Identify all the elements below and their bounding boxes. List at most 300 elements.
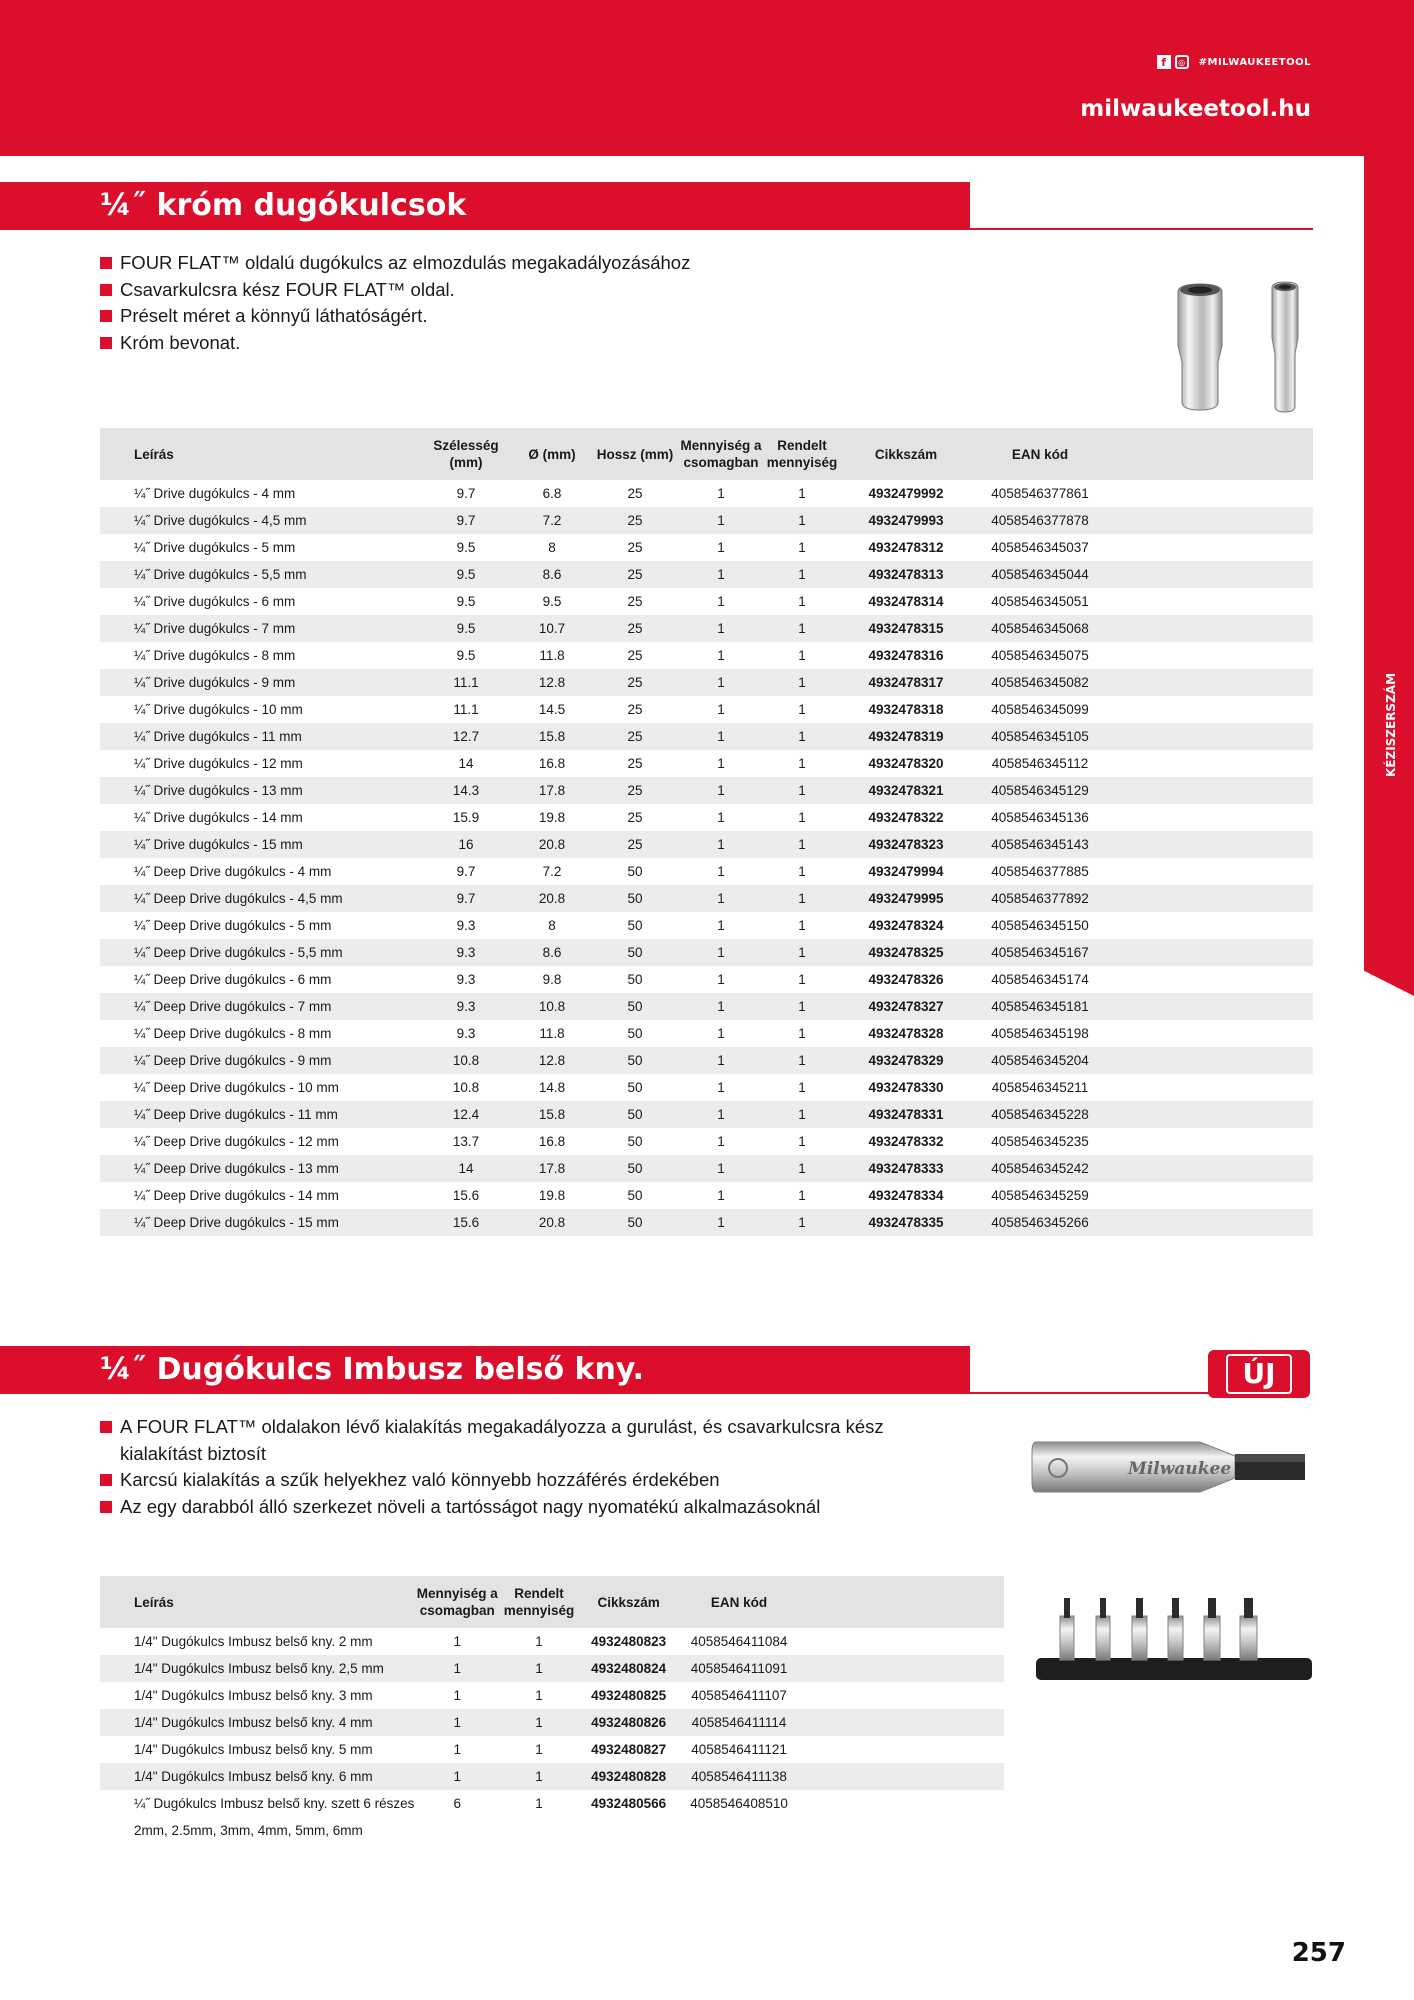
col-header-empty [1110,428,1313,480]
col-header: EAN kód [679,1576,798,1628]
col-header: Mennyiség a csomagban [680,428,762,480]
table-cell: 50 [590,993,680,1020]
table-cell: ¼˝ Deep Drive dugókulcs - 10 mm [134,1080,339,1095]
table-cell: ¼˝ Drive dugókulcs - 4 mm [134,486,296,501]
table-cell: 1 [680,1047,762,1074]
table-cell: 4932478330 [868,1080,944,1095]
table-cell: 25 [590,831,680,858]
table-cell: 1 [680,723,762,750]
table-header-row [100,428,1313,480]
col-header: Rendelt mennyiség [500,1576,578,1628]
table-cell: 4058546411091 [679,1655,798,1682]
instagram-icon[interactable]: ◎ [1175,55,1189,69]
table-cell: ¼˝ Deep Drive dugókulcs - 5 mm [134,918,332,933]
table-cell: 9.5 [456,594,476,609]
table-cell: 1 [680,993,762,1020]
table-cell: 1 [798,594,806,609]
col-header: Cikkszám [842,428,970,480]
table-cell: 25 [627,756,643,771]
table-header-row [100,1576,1004,1628]
table-cell: 25 [590,777,680,804]
table-cell: 25 [627,648,643,663]
table-row [100,1763,1004,1790]
col-header: Rendelt mennyiség [762,428,842,480]
table-cell-empty [1110,912,1313,939]
table-cell: 1 [762,1209,842,1236]
table-cell: ¼˝ Drive dugókulcs - 11 mm [100,723,418,750]
table-cell: 4058546345136 [991,810,1089,825]
table-cell-empty [1110,669,1313,696]
table-cell: 4058546345211 [991,1080,1089,1095]
table-cell: 9.3 [418,993,514,1020]
table-cell: ¼˝ Deep Drive dugókulcs - 5,5 mm [100,939,418,966]
table-row [100,723,1313,750]
table-cell: 1 [717,864,725,879]
col-header: Leírás [100,1576,414,1628]
table-row [100,1790,1004,1817]
table-cell: 20.8 [514,831,590,858]
table-row [100,1020,1313,1047]
table-cell-empty [1110,804,1313,831]
table-cell: 4058546345129 [970,777,1110,804]
table-row [100,993,1313,1020]
table-cell-empty [1110,1155,1313,1182]
table-cell: 1 [798,1188,806,1203]
section2-rule [970,1392,1210,1394]
table-cell: 4932478329 [842,1047,970,1074]
table-row [100,534,1313,561]
table-cell: 1 [717,702,725,717]
table-cell: 4932478325 [842,939,970,966]
table-row [100,642,1313,669]
table-cell: 1 [680,507,762,534]
hex-socket-table-body [100,1628,1004,1844]
table-row [100,1209,1313,1236]
table-cell: 4932480827 [591,1742,667,1757]
table-cell: 1 [680,939,762,966]
table-cell: 25 [590,507,680,534]
table-cell: 9.8 [542,972,562,987]
table-cell: 11.1 [418,669,514,696]
table-cell-empty [1110,615,1313,642]
table-row [100,912,1313,939]
table-cell: 4058546345068 [970,615,1110,642]
table-cell: 1 [680,615,762,642]
table-cell: 11.1 [453,702,479,717]
table-row [100,1047,1313,1074]
table-cell-empty [799,1655,1004,1682]
table-cell: 1 [535,1742,543,1757]
facebook-icon[interactable]: f [1157,55,1171,69]
table-cell: 1 [500,1709,578,1736]
table-cell: 12.8 [514,669,590,696]
table-cell: 4932478327 [842,993,970,1020]
table-cell: 1/4" Dugókulcs Imbusz belső kny. 4 mm [100,1709,414,1736]
table-cell: 50 [590,885,680,912]
table-cell: 4932478335 [842,1209,970,1236]
table-cell-empty [1110,480,1313,507]
table-cell: 4932478331 [842,1101,970,1128]
table-cell: 1 [500,1763,578,1790]
table-cell: 1 [717,1188,725,1203]
table-cell-empty [799,1628,1004,1655]
table-cell: 1 [762,885,842,912]
table-cell: 4932480825 [591,1688,667,1703]
table-cell: 17.8 [514,777,590,804]
table-cell-empty [1110,1020,1313,1047]
table-cell: 1 [798,756,806,771]
table-cell: 1 [798,1080,806,1095]
table-cell: 14 [458,756,474,771]
table-cell: 9.3 [418,939,514,966]
table-cell: 1/4" Dugókulcs Imbusz belső kny. 2,5 mm [100,1655,414,1682]
table-row [100,1128,1313,1155]
table-cell: 1 [762,1155,842,1182]
table-cell: 1 [717,648,725,663]
table-cell-empty [1110,1074,1313,1101]
table-cell: 4932480826 [578,1709,679,1736]
table-cell: 4058546345242 [970,1155,1110,1182]
table-cell: 25 [590,561,680,588]
table-cell: 1 [798,972,806,987]
table-cell: 4932478328 [868,1026,944,1041]
table-cell: 1 [414,1763,500,1790]
table-cell: 16.8 [538,1134,566,1149]
table-row [100,1155,1313,1182]
table-cell: 4058546411114 [679,1709,798,1736]
table-cell: ¼˝ Deep Drive dugókulcs - 11 mm [100,1101,418,1128]
table-cell: 1 [762,669,842,696]
table-cell: 4932478332 [868,1134,944,1149]
table-cell: 50 [627,1134,643,1149]
table-cell: ¼˝ Drive dugókulcs - 8 mm [134,648,296,663]
table-cell: ¼˝ Deep Drive dugókulcs - 9 mm [100,1047,418,1074]
table-cell: 4058546345143 [970,831,1110,858]
table-cell-empty [1110,858,1313,885]
col-header: EAN kód [970,428,1110,480]
table-cell: 9.5 [418,615,514,642]
new-badge: ÚJ [1208,1350,1310,1398]
socket-table-body [100,480,1313,1236]
table-cell: 1 [798,648,806,663]
table-cell: 1/4" Dugókulcs Imbusz belső kny. 2 mm [134,1634,373,1649]
table-cell: 4932479993 [842,507,970,534]
table-cell: 4932478319 [842,723,970,750]
table-cell: ¼˝ Drive dugókulcs - 4,5 mm [100,507,418,534]
table-cell: 4932478333 [842,1155,970,1182]
table-cell: 9.5 [456,648,476,663]
table-cell-empty [1110,696,1313,723]
table-cell-empty [1110,1128,1313,1155]
table-cell: 11.8 [539,1026,565,1041]
table-cell: 7.2 [542,864,562,879]
bullet-item: FOUR FLAT™ oldalú dugókulcs az elmozdulás megakadályozásához [100,250,690,277]
col-header-empty [799,1576,1004,1628]
page-number: 257 [1291,1938,1346,1968]
table-cell: 4932478318 [868,702,944,717]
bullet-item: Króm bevonat. [100,330,690,357]
table-cell: 1 [762,615,842,642]
table-cell: 15.6 [418,1209,514,1236]
hex-bit-socket-image [1030,1432,1315,1502]
table-cell: 8.6 [514,561,590,588]
section2-bullets [100,1414,920,1520]
table-row [100,1628,1004,1655]
table-cell: 4058546345105 [970,723,1110,750]
hashtag: #MILWAUKEETOOL [1198,56,1311,68]
table-cell: 1 [762,507,842,534]
table-cell: 50 [590,939,680,966]
table-cell: 4058546345099 [991,702,1089,717]
table-cell: ¼˝ Drive dugókulcs - 5,5 mm [100,561,418,588]
table-cell: 4058546345037 [991,540,1089,555]
table-row [100,1736,1004,1763]
table-cell: 4058546408510 [690,1796,788,1811]
table-row [100,669,1313,696]
table-cell-empty [1110,723,1313,750]
section2-title: ¼˝ Dugókulcs Imbusz belső kny. [100,1352,645,1387]
table-cell: 25 [627,486,643,501]
table-cell: 6 [453,1796,461,1811]
table-cell: 50 [590,1101,680,1128]
table-cell: ¼˝ Drive dugókulcs - 6 mm [134,594,296,609]
table-cell-empty [1110,993,1313,1020]
table-cell: 4058546345228 [970,1101,1110,1128]
table-cell: 9.7 [456,486,476,501]
table-cell: 1 [717,594,725,609]
table-cell: ¼˝ Deep Drive dugókulcs - 15 mm [100,1209,418,1236]
table-cell: 1/4" Dugókulcs Imbusz belső kny. 3 mm [134,1688,373,1703]
table-cell: 4058546377861 [991,486,1089,501]
table-cell-empty [1110,966,1313,993]
bullet-item: Csavarkulcsra kész FOUR FLAT™ oldal. [100,277,690,304]
table-row [100,561,1313,588]
table-cell: 4058546345174 [991,972,1089,987]
table-cell: 1/4" Dugókulcs Imbusz belső kny. 6 mm [100,1763,414,1790]
table-cell: 4932478312 [868,540,944,555]
table-cell: 9.3 [456,1026,476,1041]
table-cell: ¼˝ Deep Drive dugókulcs - 12 mm [134,1134,339,1149]
table-cell: 1 [762,561,842,588]
table-cell: 4058546345044 [970,561,1110,588]
table-cell: 1 [762,777,842,804]
table-cell: 13.7 [452,1134,480,1149]
table-cell: 9.7 [456,864,476,879]
table-cell: 4058546345075 [991,648,1089,663]
table-cell: 12.4 [418,1101,514,1128]
table-cell: 4058546411107 [691,1688,787,1703]
table-cell: 25 [627,540,643,555]
table-cell: 19.8 [538,1188,566,1203]
table-cell-empty [1110,750,1313,777]
table-cell-empty [1110,642,1313,669]
table-cell: 1 [762,939,842,966]
table-cell: 4932478317 [842,669,970,696]
table-cell: 4058546345167 [970,939,1110,966]
section1-title: ¼˝ króm dugókulcsok [100,188,467,223]
table-cell: 25 [627,594,643,609]
table-cell: 1 [798,810,806,825]
table-cell-empty [1110,1182,1313,1209]
table-cell: 1 [762,1047,842,1074]
table-cell: 4058546345051 [991,594,1089,609]
table-row [100,858,1313,885]
table-cell: 12.7 [418,723,514,750]
table-cell: 25 [627,702,643,717]
table-cell: 1 [680,831,762,858]
table-cell: 11.8 [539,648,565,663]
table-cell-empty [799,1709,1004,1736]
table-cell: 4058546345181 [970,993,1110,1020]
table-cell: 4932478321 [842,777,970,804]
table-cell: 12.8 [514,1047,590,1074]
table-cell: 10.8 [418,1047,514,1074]
table-cell: 15.6 [452,1188,480,1203]
table-row [100,1101,1313,1128]
table-cell: 9.5 [456,540,476,555]
table-cell: 17.8 [514,1155,590,1182]
table-cell: 50 [590,1209,680,1236]
brand-engraving: Milwaukee [1128,1459,1232,1479]
table-cell: 4932480566 [591,1796,667,1811]
table-row [100,966,1313,993]
table-cell: 6.8 [542,486,562,501]
col-header: Mennyiség a csomagban [414,1576,500,1628]
table-cell: 1 [717,756,725,771]
top-banner [0,0,1414,156]
table-cell: 4058546377892 [970,885,1110,912]
side-category-tab [1364,156,1414,996]
table-cell: 4932480824 [578,1655,679,1682]
col-header: Leírás [100,428,418,480]
table-cell: ¼˝ Deep Drive dugókulcs - 6 mm [134,972,332,987]
hex-bit-set-image [1034,1594,1314,1690]
table-cell: 15.9 [452,810,480,825]
side-category-label: KÉZISZERSZÁM [1384,672,1399,778]
table-cell: ¼˝ Deep Drive dugókulcs - 8 mm [134,1026,332,1041]
table-cell: 4932478315 [842,615,970,642]
website-link[interactable]: milwaukeetool.hu [1080,96,1311,122]
table-cell: 9.3 [456,972,476,987]
table-cell: 50 [627,1026,643,1041]
table-cell-empty [799,1736,1004,1763]
table-row [100,804,1313,831]
table-cell: ¼˝ Deep Drive dugókulcs - 14 mm [134,1188,339,1203]
table-cell: ¼˝ Drive dugókulcs - 14 mm [134,810,303,825]
table-cell: 7.2 [514,507,590,534]
table-cell: ¼˝ Deep Drive dugókulcs - 7 mm [100,993,418,1020]
table-cell: 1 [717,1134,725,1149]
section1-bullets [100,250,690,356]
table-cell: 9.7 [418,507,514,534]
table-cell-empty [1110,561,1313,588]
socket-spec-table [100,428,1313,1236]
table-cell: 4058546411084 [690,1634,788,1649]
table-cell: 1 [717,972,725,987]
bullet-item: Préselt méret a könnyű láthatóságért. [100,303,690,330]
table-cell: 50 [627,864,643,879]
table-cell: 8 [548,918,556,933]
table-cell: ¼˝ Drive dugókulcs - 5 mm [134,540,296,555]
table-cell: 1 [717,810,725,825]
table-cell: 4932480828 [578,1763,679,1790]
table-cell: 1 [680,1209,762,1236]
table-cell: 1 [798,540,806,555]
bullet-item: A FOUR FLAT™ oldalakon lévő kialakítás megakadályozza a gurulást, és csavarkulcsra kész kialakítást biztosít [100,1414,920,1467]
table-cell: 1 [798,1026,806,1041]
table-row [100,696,1313,723]
table-cell: 4058546345259 [991,1188,1089,1203]
table-cell: ¼˝ Deep Drive dugókulcs - 13 mm [100,1155,418,1182]
table-cell: 1 [453,1742,461,1757]
table-cell: 10.7 [514,615,590,642]
table-cell: 1 [717,540,725,555]
table-footnote: 2mm, 2.5mm, 3mm, 4mm, 5mm, 6mm [134,1823,363,1838]
section1-rule [970,228,1313,230]
table-cell: 1 [414,1709,500,1736]
table-cell: 4932478314 [868,594,944,609]
bullet-item: Karcsú kialakítás a szűk helyekhez való könnyebb hozzáférés érdekében [100,1467,920,1494]
table-cell: 25 [590,669,680,696]
table-row [100,1074,1313,1101]
table-cell: 1 [717,1026,725,1041]
table-cell-empty [1110,831,1313,858]
table-cell: 4932478324 [868,918,944,933]
table-cell: 50 [627,918,643,933]
table-cell: 1 [798,864,806,879]
table-cell: 1 [798,1134,806,1149]
table-cell: 1 [798,918,806,933]
table-cell: 50 [627,1080,643,1095]
table-cell: 4058546377885 [991,864,1089,879]
col-header: Hossz (mm) [590,428,680,480]
table-cell: ¼˝ Dugókulcs Imbusz belső kny. szett 6 részes [134,1796,415,1811]
table-cell: 4932479995 [842,885,970,912]
table-cell: 25 [627,810,643,825]
table-cell-empty [1110,1047,1313,1074]
table-cell-empty [1110,1101,1313,1128]
table-cell: ¼˝ Deep Drive dugókulcs - 4,5 mm [100,885,418,912]
table-cell: 50 [590,1047,680,1074]
col-header: Szélesség (mm) [418,428,514,480]
table-cell: 4058546345235 [991,1134,1089,1149]
table-cell: 15.8 [514,1101,590,1128]
table-cell: 14.8 [538,1080,566,1095]
table-cell-empty [799,1790,1004,1817]
table-cell: 1 [717,486,725,501]
deep-socket-icon [1272,282,1298,412]
table-cell: 1 [535,1796,543,1811]
table-cell: 1 [762,993,842,1020]
table-cell: 1 [680,885,762,912]
table-cell: ¼˝ Drive dugókulcs - 10 mm [134,702,303,717]
table-cell: 4932478322 [868,810,944,825]
table-cell: 4058546377878 [970,507,1110,534]
table-cell: 8.6 [514,939,590,966]
table-cell: 14.3 [418,777,514,804]
table-row [100,1182,1313,1209]
table-footnote-row [100,1817,1004,1844]
table-cell: 4932478334 [868,1188,944,1203]
table-cell: 4058546345082 [970,669,1110,696]
table-cell: 15.8 [514,723,590,750]
table-cell: 1 [535,1634,543,1649]
table-cell: ¼˝ Drive dugókulcs - 9 mm [100,669,418,696]
table-cell: 4058546345198 [991,1026,1089,1041]
table-cell: 4932478323 [842,831,970,858]
table-cell: 1 [500,1655,578,1682]
table-cell: 1 [680,1101,762,1128]
